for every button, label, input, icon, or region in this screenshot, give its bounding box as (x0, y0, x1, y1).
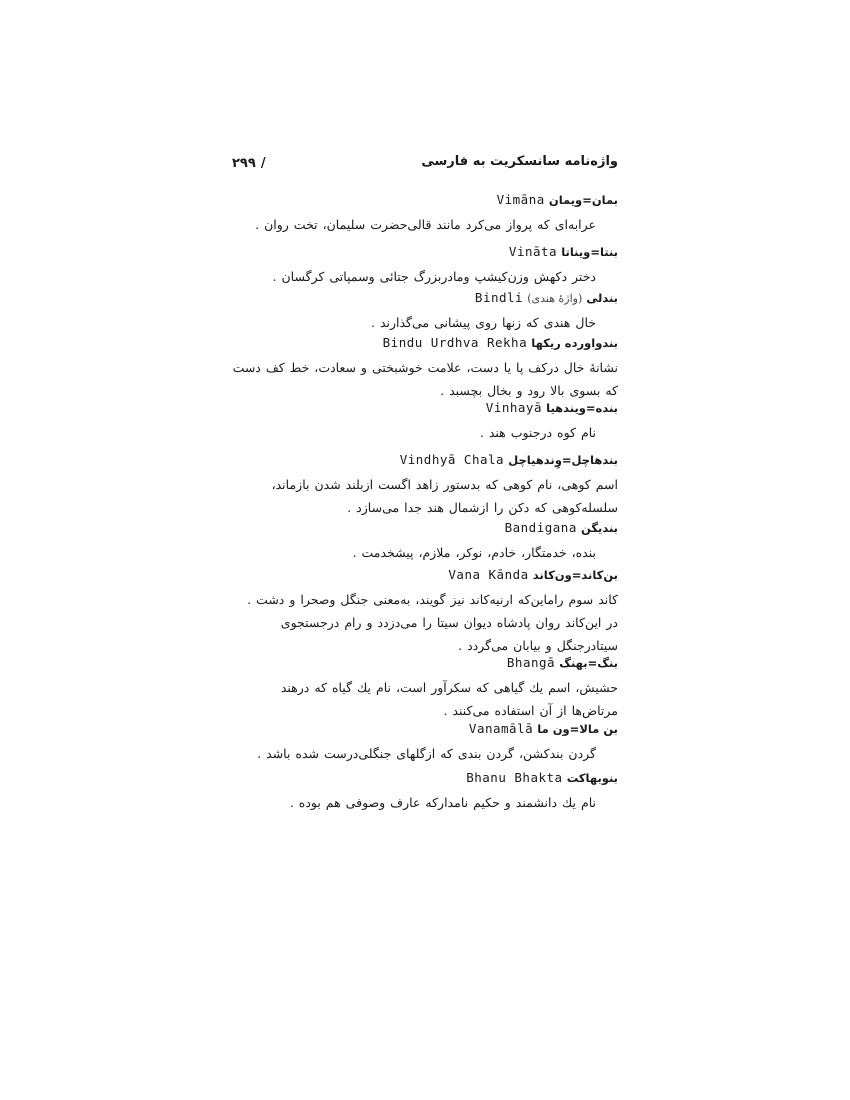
entry-headword (232, 719, 618, 739)
headword-persian: بنتا=ویناتا (561, 245, 618, 259)
page-number: ۲۹۹ (232, 155, 256, 171)
dictionary-entry (232, 768, 618, 814)
entry-definition: عرابه‌ای که پرواز می‌کرد مانند قالی‌حضرت سلیمان، تخت روان . (255, 217, 596, 232)
dictionary-entry (232, 190, 618, 236)
headword-persian: بنده=ویندهیا (546, 401, 618, 415)
entry-definition: نشانهٔ خال درکف پا یا دست، علامت خوشبختی و سعادت، خط کف دست که بسوی بالا رود و بخال بچسبد . (232, 360, 618, 398)
header-separator: / (260, 155, 266, 171)
headword-latin: Bandigana (504, 520, 577, 535)
headword-latin: Bhangā (506, 655, 556, 670)
page-number-group (232, 152, 266, 171)
headword-persian: بن مالا=ون ما (537, 722, 618, 736)
headword-latin: Vināta (508, 244, 558, 259)
entry-definition: خال هندی که زنها روی پیشانی می‌گذارند . (371, 315, 596, 330)
headword-persian: بنگ=بهنگ (559, 656, 618, 670)
entry-headword (232, 288, 618, 308)
entry-definition: دختر دکهش وزن‌کیشپ ومادربزرگ جتائی وسمپاتی کرگسان . (272, 269, 596, 284)
entry-headword (232, 518, 618, 538)
headword-latin: Bhanu Bhakta (466, 770, 563, 785)
headword-latin: Vinhayā (485, 400, 542, 415)
dictionary-entry (232, 242, 618, 288)
headword-persian: بندیگن (580, 521, 618, 535)
dictionary-entry (232, 653, 618, 722)
running-header (232, 150, 618, 172)
entry-headword (232, 242, 618, 262)
headword-persian: بندواورده ریکها (531, 336, 618, 350)
entry-definition: نام یك دانشمند و حکیم نامدارکه عارف وصوفی هم بوده . (289, 795, 596, 810)
entry-headword (232, 565, 618, 585)
dictionary-entry (232, 565, 618, 657)
headword-persian: بمان=ویمان (548, 193, 618, 207)
dictionary-entry (232, 719, 618, 765)
entry-definition: کاند سوم راماین‌که ارنیه‌کاند نیز گویند، به‌معنی جنگل وصحرا و دشت . در این‌کاند روان پادشاه دیوان سیتا را می‌دزدد و رام درجستجوی سیتادرجنگل و بیابان می‌گردد . (247, 592, 618, 653)
entry-headword (232, 768, 618, 788)
headword-persian: بندهاچل=وِندهیاچل (508, 453, 618, 467)
dictionary-entry (232, 518, 618, 564)
headword-latin: Vanamālā (468, 721, 534, 736)
headword-persian: بن‌کاند=ون‌کاند (532, 568, 618, 582)
entry-headword (232, 190, 618, 210)
headword-note: (واژهٔ هندی) (527, 292, 583, 305)
dictionary-entry (232, 398, 618, 444)
dictionary-entry (232, 288, 618, 334)
entry-headword (232, 653, 618, 673)
entry-headword (232, 333, 618, 353)
headword-persian: بنوبهاکت (566, 771, 618, 785)
entry-definition: بنده، خدمتگار، خادم، نوکر، ملازم، پیشخدمت . (352, 545, 596, 560)
headword-latin: Vana Kānda (448, 567, 529, 582)
entry-headword (232, 398, 618, 418)
dictionary-entry (232, 450, 618, 519)
headword-latin: Bindli (474, 290, 524, 305)
dictionary-entry (232, 333, 618, 402)
entry-headword (232, 450, 618, 470)
headword-latin: Vindhyā Chala (399, 452, 505, 467)
entry-definition: نام کوه درجنوب هند . (479, 425, 596, 440)
book-title: واژه‌نامه سانسکریت به فارسی (421, 153, 618, 169)
headword-persian: بندلی (586, 291, 618, 305)
entry-definition: گردن بندکشن، گردن بندی که ازگلهای جنگلی‌درست شده باشد . (257, 746, 596, 761)
entry-definition: حشیش، اسم یك گیاهی که سکرآور است، نام یك گیاه که درهند مرتاض‌ها از آن استفاده می‌کنند . (280, 680, 618, 718)
headword-latin: Bindu Urdhva Rekha (382, 335, 528, 350)
entry-definition: اسم کوهی، نام کوهی که بدستور زاهد اگست ازبلند شدن بازماند، سلسله‌کوهی که دکن را ازشمال هند جدا می‌سازد . (271, 477, 618, 515)
headword-latin: Vimāna (496, 192, 545, 207)
